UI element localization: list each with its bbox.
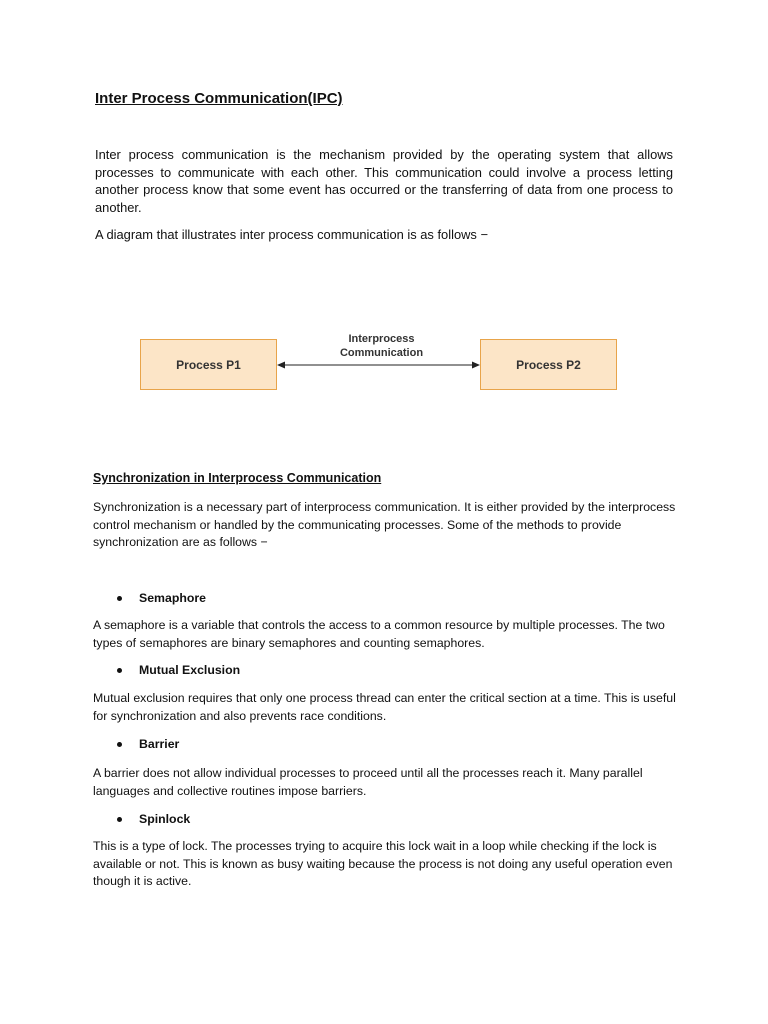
- method-name: Spinlock: [139, 812, 191, 826]
- method-bullet-spinlock: [117, 811, 190, 828]
- bullet-dot-icon: [117, 596, 122, 601]
- method-bullet-mutual-exclusion: [117, 662, 240, 679]
- method-name: Mutual Exclusion: [139, 663, 241, 677]
- method-bullet-semaphore: [117, 590, 206, 607]
- process-p2-box: Process P2: [480, 339, 617, 390]
- bullet-dot-icon: [117, 742, 122, 747]
- sync-paragraph: Synchronization is a necessary part of interprocess communication. It is either provided by the interprocess control mechanism or handled by the communicating processes. Some of the methods to provide synchronization are as follows −: [93, 500, 676, 550]
- method-name: Semaphore: [139, 591, 206, 605]
- bullet-dot-icon: [117, 817, 122, 822]
- ipc-arrow-label: [309, 332, 454, 360]
- process-p1-box: Process P1: [140, 339, 277, 390]
- method-description-spinlock: This is a type of lock. The processes trying to acquire this lock wait in a loop while checking if the lock is available or not. This is known as busy waiting because the process is not doing any useful operation even though it is active.: [93, 839, 673, 889]
- method-description-semaphore: A semaphore is a variable that controls the access to a common resource by multiple processes. The two types of semaphores are binary semaphores and counting semaphores.: [93, 618, 665, 650]
- page-title: Inter Process Communication(IPC): [95, 90, 343, 107]
- sync-heading: Synchronization in Interprocess Communication: [93, 471, 382, 485]
- method-name: Barrier: [139, 737, 180, 751]
- method-description-mutual-exclusion: Mutual exclusion requires that only one process thread can enter the critical section at a time. This is useful for synchronization and also prevents race conditions.: [93, 691, 676, 723]
- intro-paragraph: Inter process communication is the mechanism provided by the operating system that allows processes to communicate with each other. This communication could involve a process letting another process know that some event has occurred or the transferring of data from one process to another.: [95, 147, 673, 215]
- ipc-diagram: [139, 330, 619, 394]
- method-description-barrier: A barrier does not allow individual processes to proceed until all the processes reach it. Many parallel languages and collective routines impose barriers.: [93, 766, 643, 798]
- double-arrow-icon: [277, 358, 480, 372]
- ipc-arrow-label-line2: Communication: [339, 347, 424, 359]
- method-bullet-barrier: [117, 736, 179, 753]
- bullet-dot-icon: [117, 668, 122, 673]
- diagram-caption: A diagram that illustrates inter process communication is as follows −: [95, 227, 488, 242]
- ipc-arrow-label-line1: Interprocess: [348, 333, 415, 345]
